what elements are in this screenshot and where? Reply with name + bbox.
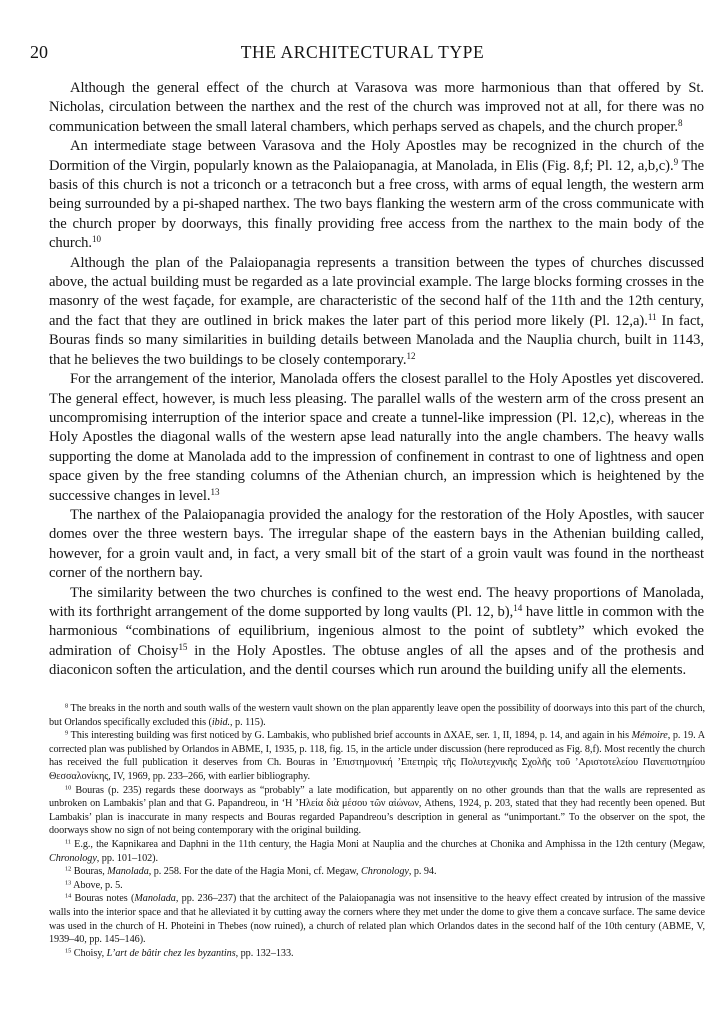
body-paragraph: Although the general effect of the church at Varasova was more harmonious than that offered by St. Nicholas, circulation between the narthex and the rest of the church was improved not at all, for there was no communication between the small lateral chambers, which perhaps served as chapels, and the church proper.$^8$ <box>49 80 704 135</box>
body-text <box>49 79 704 681</box>
body-paragraph: The similarity between the two churches is confined to the west end. The heavy proportions of Manolada, with its forthright arrangement of the dome supported by long vaults (Pl. 12, b),$^{14}$ have little in common with the harmonious “combinations of equilibrium, ingenious almost to the point of subtlety” which evoked the admiration of Choisy$^{15}$ in the Holy Apostles. The obtuse angles of all the apses and of the prothesis and diaconicon soften the articulation, and the dentil courses which run around the building unify all the elements. <box>49 584 705 679</box>
footnote: $^{12}$ Bouras, Manolada, p. 258. For the date of the Hagia Moni, cf. Megaw, Chronology, p. 94. <box>65 865 437 878</box>
footnote: $^9$ This interesting building was first noticed by G. Lambakis, who published brief accounts in ΔΧΑΕ, ser. 1, II, 1894, p. 14, and again in his Mémoire, p. 19. A corrected plan was published by Orlandos in ABME, I, 1935, p. 118, fig. 15, in the article under discussion (here reproduced as Fig. 8,f). Most recently the church has received the full publication it deserves from Ch. Bouras in ’Επιστημονική ’Επετηρὶς τῆς Πολυτεχνικῆς Σχολῆς τοῦ ’Αριστοτελείου Πανεπιστημίου Θεσσαλονίκης, IV, 1969, pp. 233–266, with earlier bibliography. <box>49 729 706 782</box>
body-paragraph: The narthex of the Palaiopanagia provided the analogy for the restoration of the Holy Apostles, with saucer domes over the three western bays. The irregular shape of the eastern bays in the Athenian building called, however, for a groin vault and, in fact, a very small bit of the start of a groin vault was found in the northeast corner of the northern bay. <box>49 506 704 582</box>
footnote: $^8$ The breaks in the north and south walls of the western vault shown on the plan apparently leave open the possibility of doorways into this part of the church, but Orlandos specifically excluded this (ibid., p. 115). <box>49 702 705 728</box>
body-paragraph: For the arrangement of the interior, Manolada offers the closest parallel to the Holy Apostles yet discovered. The general effect, however, is much less pleasing. The parallel walls of the western arm of the cross present an uncompromising interruption of the interior space and create a tunnel-like impression (Pl. 12,c), whereas in the Holy Apostles the diagonal walls of the western apse lead naturally into the angle chambers. The heavy walls supporting the dome at Manolada add to the impression of confinement in contrast to one of lightness and open space given by the free standing columns of the Athenian church, an impression which is heightened by the successive changes in level.$^{13}$ <box>49 371 704 504</box>
footnotes <box>49 702 705 960</box>
footnote: $^{15}$ Choisy, L’art de bâtir chez les byzantins, pp. 132–133. <box>65 947 294 959</box>
running-head: THE ARCHITECTURAL TYPE <box>240 42 485 62</box>
footnote: $^{10}$ Bouras (p. 235) regards these doorways as “probably” a late modification, but apparently on no other grounds than that the walls are represented as unbroken on Lambakis’ plan and that G. Papandreou, in ‘Η ’Ηλεία διὰ μέσου τῶν αἰώνων, Athens, 1924, p. 203, stated that they had recently been opened. But Lambakis’ plan is inaccurate in many respects and Bouras regarded Papandreou’s description in general as “unimportant.” To the observer on the spot, the doorways show no sign of not being contemporary with the original building. <box>49 784 705 837</box>
page-number: 20 <box>30 42 48 62</box>
body-paragraph: An intermediate stage between Varasova and the Holy Apostles may be recognized in the church of the Dormition of the Virgin, popularly known as the Palaiopanagia, at Manolada, in Elis (Fig. 8,f; Pl. 12, a,b,c).$^9$ The basis of this church is not a triconch or a tetraconch but a free cross, with arms of equal length, the western arm being surrounded by a pi-shaped narthex. The two bays flanking the western arm of the cross communicate with the church proper by doorways, this finally providing free access from the narthex to the main body of the church.$^{10}$ <box>49 138 704 252</box>
footnote: $^{11}$ E.g., the Kapnikarea and Daphni in the 11th century, the Hagia Moni at Nauplia and the churches at Chonika and Amphissa in the 12th century (Megaw, Chronology, pp. 101–102). <box>49 838 705 864</box>
footnote: $^{13}$ Above, p. 5. <box>65 879 123 891</box>
body-paragraph: Although the plan of the Palaiopanagia represents a transition between the types of churches discussed above, the actual building must be regarded as a late provincial example. The large blocks forming crosses in the masonry of the west façade, for example, are characteristic of the second half of the 11th and the 12th century, and the fact that they are outlined in brick makes the later part of this period more likely (Pl. 12,a).$^{11}$ In fact, Bouras finds so many similarities in building details between Manolada and the Nauplia church, built in 1143, that he believes the two buildings to be closely contemporary.$^{12}$ <box>49 254 704 368</box>
footnote: $^{14}$ Bouras notes (Manolada, pp. 236–237) that the architect of the Palaiopanagia was not insensitive to the heavy effect created by intrusion of the massive walls into the interior space and that he alleviated it by cutting away the corners where they met under the dome to give them a concave surface. The same device was used in the church of H. Photeini in Thebes (now ruined), a church of related plan which Orlandos dates in the second half of the 10th century (ABME, V, 1939–40, pp. 145–146). <box>49 892 705 946</box>
